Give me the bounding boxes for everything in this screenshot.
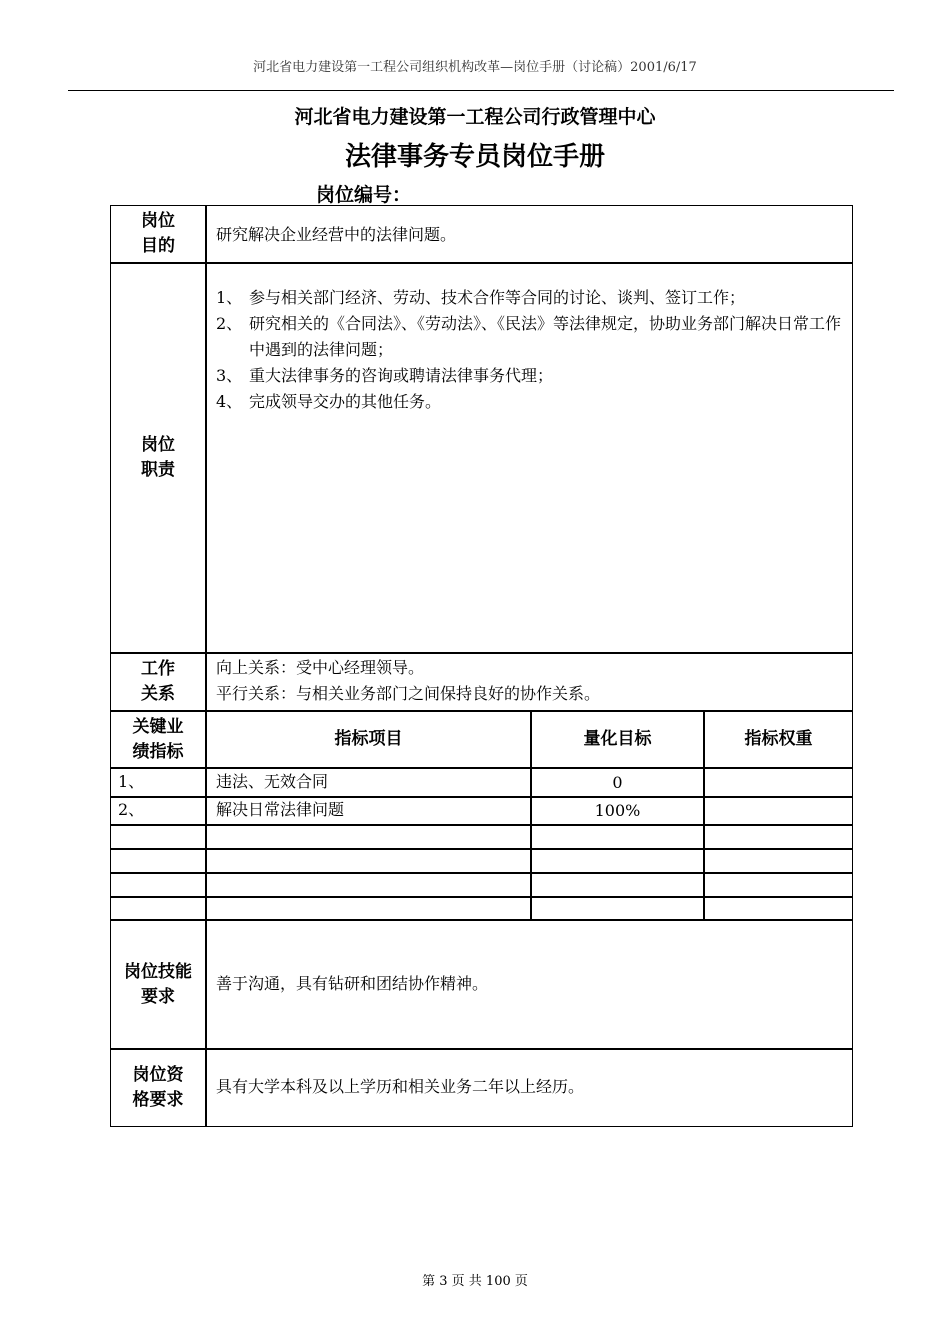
kpi-empty-cell — [206, 825, 531, 849]
kpi-row-item: 违法、无效合同 — [216, 772, 329, 791]
kpi-header-target: 量化目标 — [583, 729, 652, 749]
duty-text: 重大法律事务的咨询或聘请法律事务代理； — [249, 366, 554, 385]
kpi-label: 关键业 绩指标 — [132, 716, 184, 762]
qualifications-label: 岗位资 格要求 — [132, 1065, 184, 1110]
duties-label: 岗位 职责 — [141, 435, 175, 480]
duty-number: 3、 — [216, 366, 243, 385]
kpi-empty-cell — [110, 897, 206, 920]
running-header: 河北省电力建设第一工程公司组织机构改革—岗位手册（讨论稿）2001/6/17 — [253, 60, 697, 75]
kpi-empty-cell — [206, 897, 531, 920]
page-number: 第 3 页 共 100 页 — [422, 1274, 528, 1289]
kpi-row-target: 0 — [612, 773, 623, 792]
skills-content: 善于沟通，具有钻研和团结协作精神。 — [216, 974, 489, 993]
kpi-empty-cell — [531, 825, 704, 849]
kpi-row-number: 1、 — [118, 772, 145, 791]
duty-text: 完成领导交办的其他任务。 — [249, 392, 442, 411]
duty-item — [216, 363, 848, 389]
document-title: 法律事务专员岗位手册 — [344, 142, 605, 172]
kpi-empty-cell — [531, 849, 704, 873]
relation-parallel: 平行关系：与相关业务部门之间保持良好的协作关系。 — [216, 684, 601, 703]
kpi-row-item: 解决日常法律问题 — [216, 800, 345, 819]
kpi-empty-cell — [531, 897, 704, 920]
header-divider — [68, 90, 894, 91]
kpi-empty-cell — [110, 849, 206, 873]
kpi-empty-cell — [704, 873, 853, 897]
kpi-row-target: 100% — [594, 801, 641, 820]
duty-number: 4、 — [216, 392, 243, 411]
kpi-empty-cell — [704, 825, 853, 849]
skills-label: 岗位技能 要求 — [124, 961, 192, 1007]
relations-label: 工作 关系 — [141, 659, 175, 704]
duty-item — [216, 311, 848, 363]
duty-text: 参与相关部门经济、劳动、技术合作等合同的讨论、谈判、签订工作； — [249, 288, 746, 307]
duty-text: 研究相关的《合同法》、《劳动法》、《民法》等法律规定，协助业务部门解决日常工作中遇到的法律问题； — [249, 314, 842, 359]
purpose-label: 岗位 目的 — [141, 211, 175, 256]
kpi-empty-cell — [110, 873, 206, 897]
kpi-empty-cell — [704, 849, 853, 873]
duty-item — [216, 389, 848, 415]
kpi-header-item: 指标项目 — [334, 729, 403, 749]
kpi-empty-cell — [206, 873, 531, 897]
duty-number: 1、 — [216, 288, 243, 307]
qualifications-content: 具有大学本科及以上学历和相关业务二年以上经历。 — [216, 1077, 585, 1096]
kpi-empty-cell — [206, 849, 531, 873]
kpi-cell — [704, 768, 853, 797]
position-code-label: 岗位编号： — [316, 184, 412, 206]
kpi-row-number: 2、 — [118, 800, 145, 819]
purpose-content: 研究解决企业经营中的法律问题。 — [216, 225, 457, 244]
organization-title: 河北省电力建设第一工程公司行政管理中心 — [294, 106, 656, 128]
kpi-empty-cell — [110, 825, 206, 849]
duty-item — [216, 285, 848, 311]
duties-list — [216, 285, 848, 415]
kpi-empty-cell — [531, 873, 704, 897]
kpi-empty-cell — [704, 897, 853, 920]
kpi-cell — [704, 797, 853, 825]
kpi-header-weight: 指标权重 — [744, 729, 813, 749]
duty-number: 2、 — [216, 314, 243, 333]
relation-upward: 向上关系：受中心经理领导。 — [216, 658, 425, 677]
